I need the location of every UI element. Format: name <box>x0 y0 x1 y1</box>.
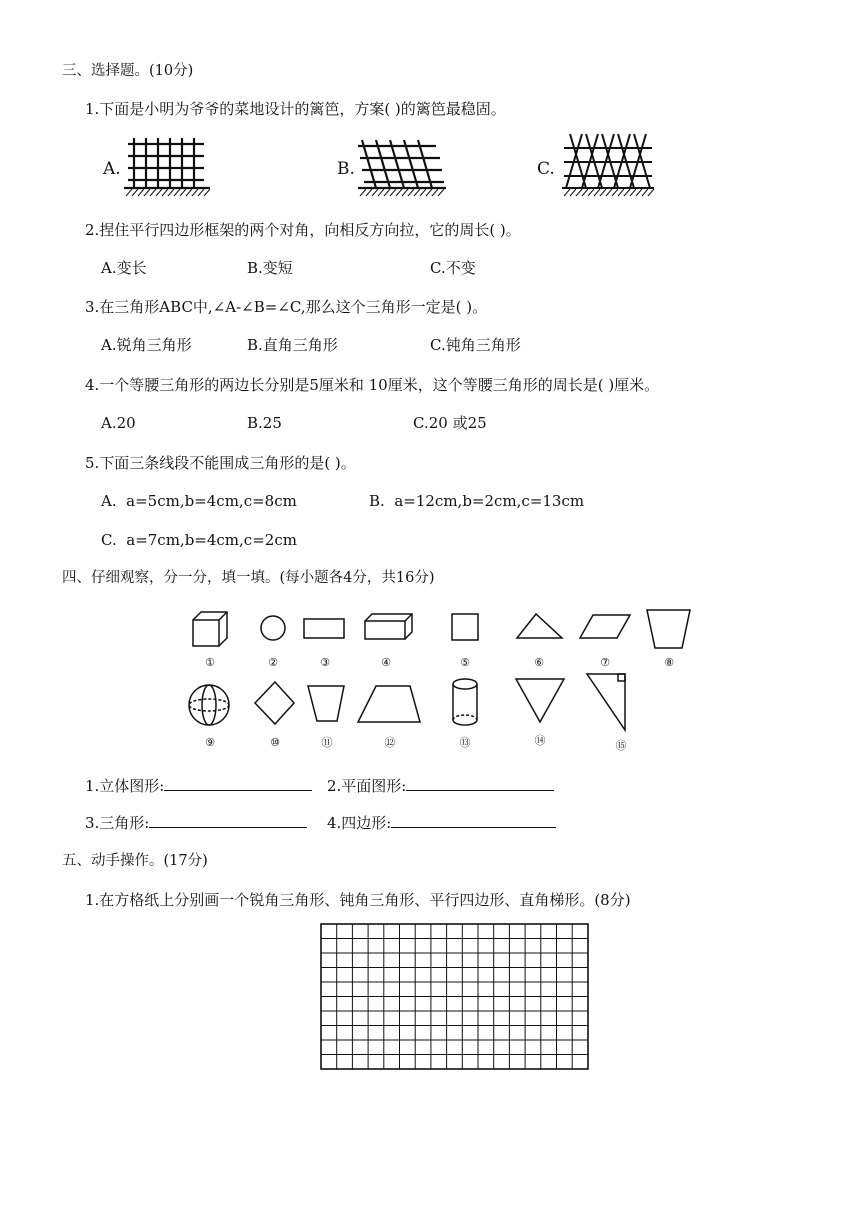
section-5-title: 五、动手操作。(17分) <box>62 853 208 869</box>
section-3-title: 三、选择题。(10分) <box>62 63 194 79</box>
q4-option-c: C.20 或25 <box>413 414 487 432</box>
q3-option-b: B.直角三角形 <box>247 336 338 354</box>
question-4-text: 4.一个等腰三角形的两边长分别是5厘米和 10厘米，这个等腰三角形的周长是( )厘米。 <box>85 376 660 394</box>
fill-quad-row <box>327 813 556 832</box>
shape-label-13: ⑬ <box>459 736 471 749</box>
fence-b-figure <box>354 136 450 198</box>
q5-option-c: C. a=7cm,b=4cm,c=2cm <box>101 531 297 549</box>
q5-option-a: A. a=5cm,b=4cm,c=8cm <box>101 492 297 510</box>
shape-label-14: ⑭ <box>534 734 546 747</box>
q5-option-b: B. a=12cm,b=2cm,c=13cm <box>369 492 585 510</box>
shape-label-3: ③ <box>320 656 330 669</box>
fence-c-figure <box>560 130 656 198</box>
shape-label-5: ⑤ <box>460 656 470 669</box>
shape-label-7: ⑦ <box>600 656 610 669</box>
fill-triangle-row <box>85 813 307 832</box>
shape-label-10: ⑩ <box>270 736 280 749</box>
shape-label-8: ⑧ <box>664 656 674 669</box>
fill-solid-row <box>85 776 312 795</box>
fill-plane-row <box>327 776 554 795</box>
q2-option-a: A.变长 <box>101 259 147 277</box>
q1-option-c-label: C. <box>537 159 555 179</box>
q4-option-a: A.20 <box>101 414 136 432</box>
fill-plane-blank[interactable] <box>406 776 554 791</box>
question-3-text: 3.在三角形ABC中,∠A-∠B=∠C,那么这个三角形一定是( )。 <box>85 298 488 316</box>
shapes-figure <box>180 604 710 754</box>
section-4-title: 四、仔细观察，分一分，填一填。(每小题各4分，共16分) <box>62 570 435 586</box>
q3-option-a: A.锐角三角形 <box>101 336 192 354</box>
fill-solid-label: 1.立体图形: <box>85 777 165 795</box>
shape-label-4: ④ <box>381 656 391 669</box>
q2-option-c: C.不变 <box>430 259 476 277</box>
shape-label-15: ⑮ <box>615 739 627 752</box>
fence-a-figure <box>122 136 214 198</box>
q4-option-b: B.25 <box>247 414 282 432</box>
question-5-text: 5.下面三条线段不能围成三角形的是( )。 <box>85 454 356 472</box>
grid-paper[interactable] <box>320 923 590 1070</box>
q3-option-c: C.钝角三角形 <box>430 336 521 354</box>
fill-quad-blank[interactable] <box>391 813 556 828</box>
fill-triangle-label: 3.三角形: <box>85 814 150 832</box>
section-5-question-1: 1.在方格纸上分别画一个锐角三角形、钝角三角形、平行四边形、直角梯形。(8分) <box>85 891 631 909</box>
q1-option-a-label: A. <box>103 159 121 179</box>
fill-quad-label: 4.四边形: <box>327 814 392 832</box>
question-1-text: 1.下面是小明为爷爷的菜地设计的篱笆，方案( )的篱笆最稳固。 <box>85 100 506 118</box>
fill-plane-label: 2.平面图形: <box>327 777 407 795</box>
q2-option-b: B.变短 <box>247 259 293 277</box>
question-2-text: 2.捏住平行四边形框架的两个对角，向相反方向拉，它的周长( )。 <box>85 221 521 239</box>
shape-label-1: ① <box>205 656 215 669</box>
shape-label-6: ⑥ <box>534 656 544 669</box>
shape-label-9: ⑨ <box>205 736 215 749</box>
shape-label-2: ② <box>268 656 278 669</box>
fill-solid-blank[interactable] <box>164 776 312 791</box>
shape-label-12: ⑫ <box>384 736 396 749</box>
fill-triangle-blank[interactable] <box>149 813 307 828</box>
q1-option-b-label: B. <box>337 159 355 179</box>
shape-label-11: ⑪ <box>321 736 333 749</box>
